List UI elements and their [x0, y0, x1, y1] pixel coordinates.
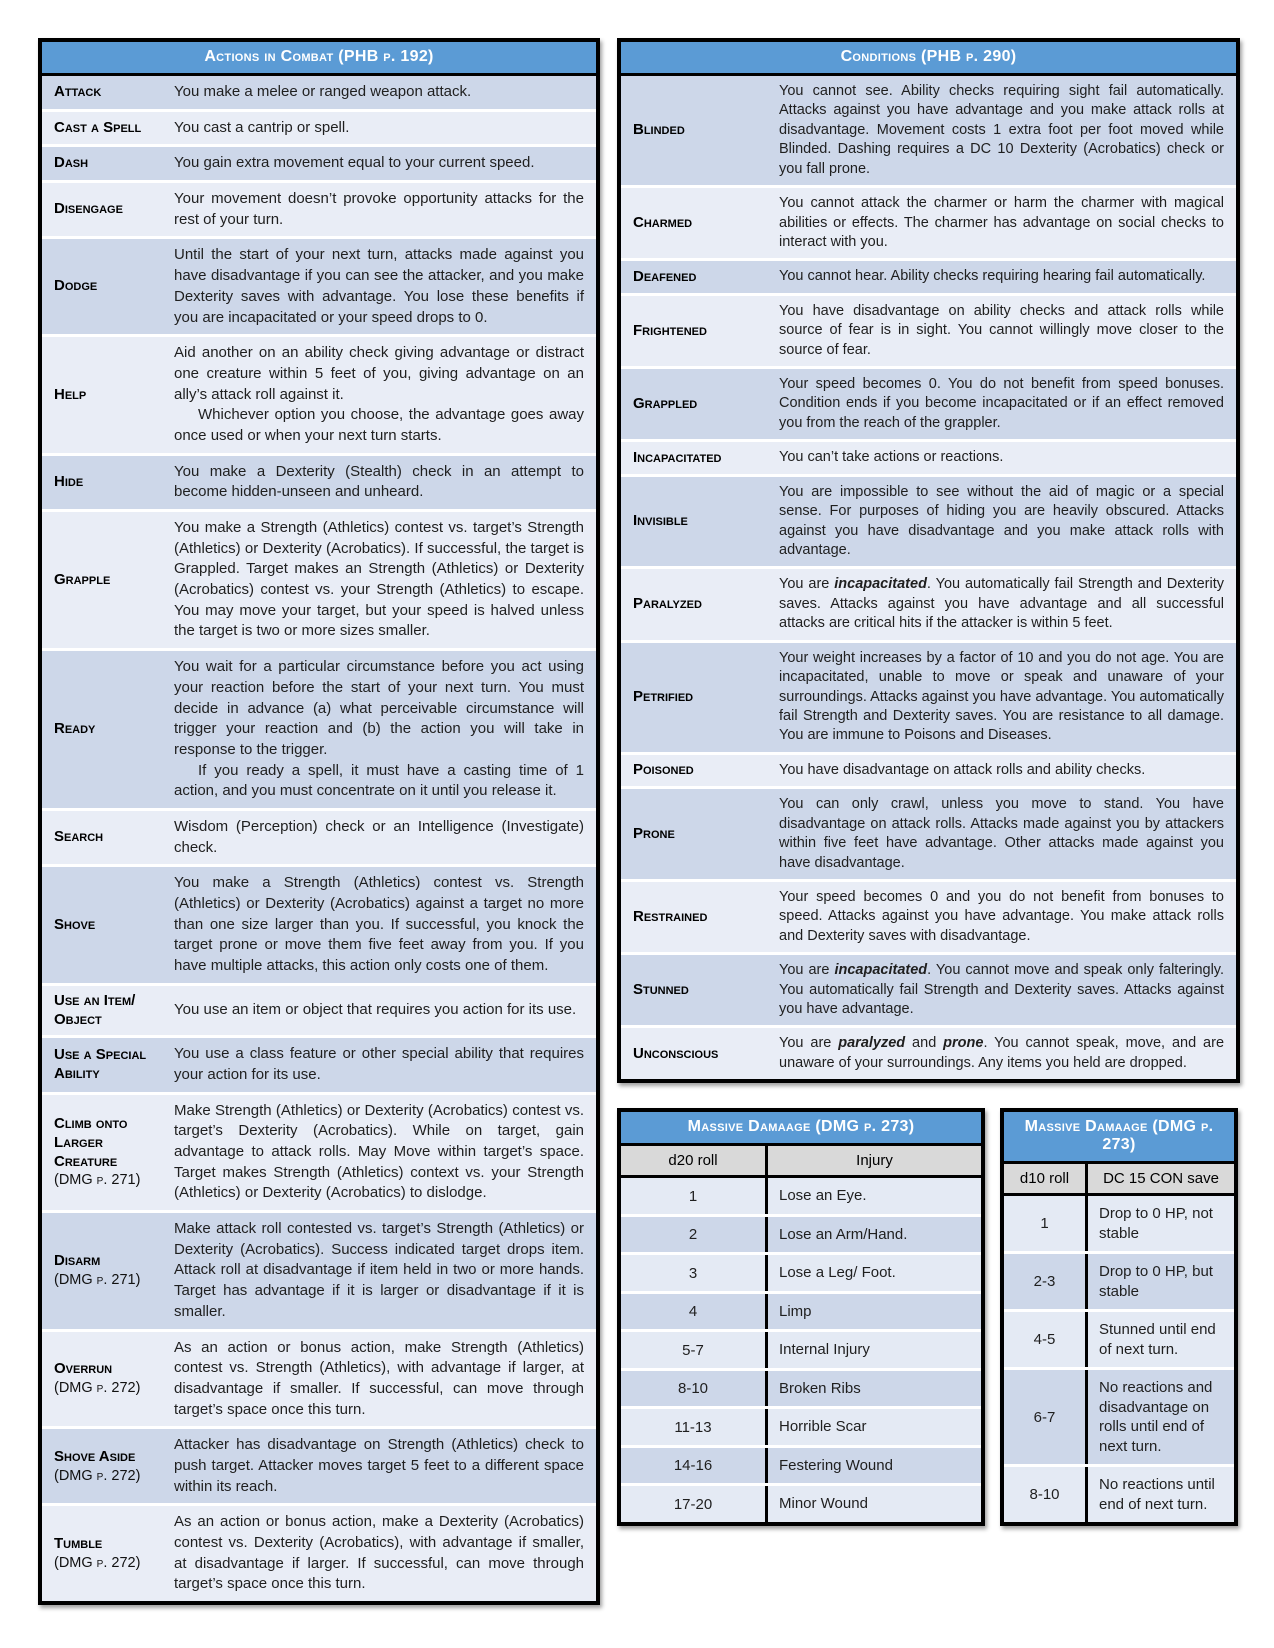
table-row: [42, 236, 596, 334]
row-label: [621, 882, 773, 952]
row-label: [621, 1028, 773, 1079]
result-cell: Drop to 0 HP, but stable: [1099, 1263, 1213, 1300]
row-description: You use an item or object that requires you action for its use.: [174, 1001, 577, 1019]
row-label: [42, 456, 168, 509]
row-label-text: Shove: [54, 915, 96, 933]
row-description: Your speed becomes 0 and you do not benefit from bonuses to speed. Attacks against you have advantage. You make attack rolls and Dexterity saves with disadvantage.: [779, 888, 1224, 944]
row-label: [621, 569, 773, 639]
row-label: [42, 811, 168, 864]
roll-cell: 4-5: [1004, 1312, 1088, 1367]
table-row: [621, 293, 1236, 366]
massive-damage-d10-body: [1004, 1196, 1234, 1522]
row-description: You cannot see. Ability checks requiring sight fail automatically. Attacks against you have advantage and you make attack rolls at disadvantage. Movement costs 1 extra foot per foot moved while Blinded. Dashing requires a DC 10 Dexterity (Acrobatics) check or you fall prone.: [779, 83, 1224, 177]
row-label: [621, 955, 773, 1025]
roll-cell: 5-7: [621, 1332, 768, 1368]
roll-cell: 1: [621, 1178, 768, 1214]
table-row: [621, 185, 1236, 258]
row-description: As an action or bonus action, make Strength (Athletics) contest vs. Strength (Athletics), with advantage if larger, at disadvantage if smaller. If successful, can move through target’s space once this turn.: [174, 1338, 584, 1418]
table-row: [42, 1092, 596, 1210]
row-label-text: Blinded: [633, 121, 685, 139]
row-label-source: (DMG p. 272): [54, 1380, 141, 1397]
row-description: Until the start of your next turn, attacks made against you have disadvantage if you can see the attacker, and you make Dexterity saves with advantage. You lose these benefits if you are incapacitated or your speed drops to 0.: [174, 246, 584, 326]
table-row: [1004, 1309, 1234, 1367]
roll-cell: 2: [621, 1217, 768, 1253]
table-row: [621, 1483, 981, 1522]
roll-cell: 4: [621, 1294, 768, 1330]
row-description: You are incapacitated. You automatically fail Strength and Dexterity saves. Attacks against you have advantage and all successful attacks are critical hits if the attacker is within 5 feet.: [779, 576, 1224, 632]
table-row: [42, 109, 596, 145]
table-row: [621, 1291, 981, 1330]
row-label: [621, 442, 773, 473]
row-description: You use a class feature or other special ability that requires your action for its use.: [174, 1045, 584, 1083]
row-label: [42, 183, 168, 236]
row-label: [42, 512, 168, 648]
row-label-text: Poisoned: [633, 761, 694, 779]
result-cell: Minor Wound: [779, 1495, 868, 1513]
row-label-text: Shove Aside: [54, 1447, 136, 1465]
table-row: [621, 1329, 981, 1368]
column-header-row: [621, 1146, 981, 1178]
row-label: [621, 477, 773, 567]
massive-damage-d10-title: Massive Damaage (DMG p. 273): [1004, 1112, 1234, 1164]
row-label-text: Hide: [54, 472, 84, 490]
table-row: [621, 258, 1236, 292]
row-label: [621, 369, 773, 439]
row-description: Aid another on an ability check giving advantage or distract one creature within 5 feet of you, giving advantage on an ally’s attack roll against it. Whichever option you choose, the advantage goes away once used or when your next turn starts.: [174, 344, 584, 444]
table-row: [621, 76, 1236, 185]
row-label-text: Prone: [633, 824, 675, 842]
table-row: [621, 566, 1236, 639]
row-description: You make a Strength (Athletics) contest vs. target’s Strength (Athletics) or Dexterity (Acrobatics). If successful, the target is Grappled. Target makes an Strength (Athletics) or Dexterity (Acrobatics) contest vs. your Strength (Athletics) to escape. You may move your target, but your speed is halved unless the target is two or more sizes smaller.: [174, 519, 584, 640]
result-cell: Horrible Scar: [779, 1418, 867, 1436]
table-row: [621, 1178, 981, 1214]
table-row: [42, 864, 596, 982]
table-row: [42, 1210, 596, 1328]
table-row: [1004, 1196, 1234, 1251]
row-label: [42, 337, 168, 452]
row-description: Your speed becomes 0. You do not benefit from speed bonuses. Condition ends if you become incapacitated or if an effect removed you from the reach of the grappler.: [779, 376, 1224, 431]
row-description: You can’t take actions or reactions.: [779, 449, 1004, 466]
result-cell: No reactions until end of next turn.: [1099, 1476, 1215, 1513]
column-header-d10-roll: d10 roll: [1004, 1164, 1088, 1193]
conditions-table-body: [621, 76, 1236, 1079]
row-label-text: Cast a Spell: [54, 118, 142, 136]
column-header-d20-roll: d20 roll: [621, 1146, 768, 1175]
actions-table-title: Actions in Combat (PHB p. 192): [42, 42, 596, 76]
row-label-text: Stunned: [633, 980, 689, 998]
row-label-text: Petrified: [633, 687, 694, 705]
row-description: You have disadvantage on attack rolls and ability checks.: [779, 761, 1146, 778]
row-label: [621, 76, 773, 185]
table-row: [621, 366, 1236, 439]
row-label: [621, 755, 773, 786]
row-label: [42, 1429, 168, 1503]
table-row: [621, 640, 1236, 752]
table-row: [621, 1214, 981, 1253]
row-label-text: Use an Item/ Object: [54, 991, 136, 1028]
row-label-text: Grapple: [54, 570, 111, 588]
roll-cell: 1: [1004, 1196, 1088, 1251]
row-label-text: Restrained: [633, 907, 708, 925]
row-label: [621, 296, 773, 366]
roll-cell: 11-13: [621, 1409, 768, 1445]
row-description: You make a melee or ranged weapon attack.: [174, 83, 472, 100]
row-description: Attacker has disadvantage on Strength (Athletics) check to push target. Attacker moves target 5 feet to a different space within its reach.: [174, 1436, 584, 1495]
row-label: [42, 112, 168, 145]
result-cell: Lose a Leg/ Foot.: [779, 1264, 896, 1282]
row-label: [42, 867, 168, 982]
table-row: [42, 1426, 596, 1503]
row-label-text: Tumble: [54, 1535, 103, 1553]
table-row: [621, 752, 1236, 786]
row-label-text: Overrun: [54, 1360, 113, 1378]
table-row: [42, 509, 596, 648]
row-description: Your weight increases by a factor of 10 and you do not age. You are incapacitated, unable to move or speak and unaware of your surroundings. Attacks against you have advantage. You automatically fail Strength and Dexterity saves. You are resistance to all damage. You are immune to Poisons and Diseases.: [779, 649, 1224, 744]
roll-cell: 3: [621, 1255, 768, 1291]
roll-cell: 17-20: [621, 1486, 768, 1522]
row-description: You make a Strength (Athletics) contest vs. Strength (Athletics) or Dexterity (Acrobatics) against a target no more than one size larger than you. If successful, you knock the target prone or move them five feet away from you. If you have multiple attacks, this action only costs one of them.: [174, 874, 584, 975]
table-row: [1004, 1464, 1234, 1522]
row-description: Make Strength (Athletics) or Dexterity (Acrobatics) contest vs. target’s Dexterity (Acrobatics). While on target, gain advantage to attack rolls. May Move within target’s space. Target makes Strength (Athletics) context vs. your Strength (Athletics) or Dexterity (Acrobatics) to dislodge.: [174, 1101, 584, 1202]
row-description: You can only crawl, unless you move to stand. You have disadvantage on attack rolls. Attacks made against you by attackers within five feet have advantage. Other attacks made against you have disadvantage.: [779, 796, 1224, 871]
table-row: [42, 453, 596, 509]
table-row: [621, 439, 1236, 473]
massive-damage-d20-body: [621, 1178, 981, 1522]
right-column: [617, 38, 1240, 1526]
conditions-table-title: Conditions (PHB p. 290): [621, 42, 1236, 76]
table-row: [42, 983, 596, 1036]
row-label-text: Disengage: [54, 200, 123, 218]
row-label-source: (DMG p. 271): [54, 1272, 141, 1289]
table-row: [42, 180, 596, 236]
row-description: You are incapacitated. You cannot move and speak only falteringly. You automatically fail Strength and Dexterity saves. Attacks against you have advantage.: [779, 962, 1224, 1018]
table-row: [621, 1025, 1236, 1079]
row-label-source: (DMG p. 272): [54, 1467, 141, 1484]
row-label: [621, 261, 773, 292]
row-label-text: Search: [54, 828, 104, 846]
row-label: [42, 1506, 168, 1601]
row-label-text: Attack: [54, 82, 102, 100]
row-label: [42, 1213, 168, 1328]
row-description: Your movement doesn’t provoke opportunity attacks for the rest of your turn.: [174, 190, 584, 228]
row-description: As an action or bonus action, make a Dexterity (Acrobatics) contest vs. Dexterity (Acrobatics), with advantage if smaller, at disadvantage if larger. If successful, can move through target’s space once this turn.: [174, 1513, 584, 1593]
table-row: [42, 1329, 596, 1427]
result-cell: No reactions and disadvantage on rolls until end of next turn.: [1099, 1379, 1213, 1455]
row-label: [42, 1038, 168, 1091]
row-description: You make a Dexterity (Stealth) check in an attempt to become hidden-unseen and unheard.: [174, 462, 584, 501]
row-label-text: Dash: [54, 154, 89, 172]
table-row: [621, 1252, 981, 1291]
row-description: You cast a cantrip or spell.: [174, 118, 350, 136]
row-label-text: Frightened: [633, 321, 707, 339]
actions-table-body: [42, 76, 596, 1601]
table-row: [621, 952, 1236, 1025]
row-label-text: Charmed: [633, 213, 693, 231]
row-label-source: (DMG p. 271): [54, 1172, 141, 1189]
row-description: You are impossible to see without the aid of magic or a special sense. For purposes of hiding you are heavily obscured. Attacks against you have disadvantage and you make attack rolls with advantage.: [779, 483, 1224, 559]
table-row: [42, 334, 596, 452]
row-label-text: Deafened: [633, 267, 697, 285]
row-label-source: (DMG p. 272): [54, 1555, 141, 1571]
row-description: Wisdom (Perception) check or an Intelligence (Investigate) check.: [174, 817, 584, 856]
row-label-text: Disarm: [54, 1252, 101, 1270]
massive-damage-tables: [617, 1108, 1240, 1526]
result-cell: Festering Wound: [779, 1456, 893, 1474]
row-label-text: Paralyzed: [633, 595, 702, 613]
table-row: [621, 786, 1236, 879]
roll-cell: 6-7: [1004, 1370, 1088, 1464]
table-row: [621, 474, 1236, 567]
table-row: [1004, 1251, 1234, 1309]
result-cell: Limp: [779, 1302, 812, 1320]
row-label: [42, 651, 168, 808]
massive-damage-d20-table: [617, 1108, 985, 1526]
row-label: [621, 789, 773, 879]
result-cell: Broken Ribs: [779, 1379, 861, 1397]
row-label-text: Ready: [54, 720, 96, 738]
table-row: [42, 648, 596, 808]
conditions-table: [617, 38, 1240, 1083]
row-description: You gain extra movement equal to your current speed.: [174, 154, 535, 172]
row-label: [42, 1332, 168, 1427]
column-header-row: [1004, 1164, 1234, 1196]
massive-damage-d20-title: Massive Damaage (DMG p. 273): [621, 1112, 981, 1146]
row-label-text: Incapacitated: [633, 448, 722, 466]
row-description: Make attack roll contested vs. target’s Strength (Athletics) or Dexterity (Acrobatics). Success indicated target drops item. Attack roll at disadvantage if item held in two or more hands. Target has advantage if it is larger or disadvantage if it is smaller.: [174, 1220, 584, 1320]
row-label: [621, 188, 773, 258]
table-row: [42, 808, 596, 864]
table-row: [42, 144, 596, 180]
row-description: You have disadvantage on ability checks and attack rolls while source of fear is in sight. You cannot willingly move closer to the source of fear.: [779, 302, 1224, 358]
column-header-con-save: DC 15 CON save: [1103, 1170, 1219, 1188]
row-label-text: Unconscious: [633, 1044, 719, 1062]
row-label: [42, 147, 168, 180]
row-label-text: Help: [54, 385, 87, 403]
roll-cell: 8-10: [1004, 1467, 1088, 1522]
result-cell: Drop to 0 HP, not stable: [1099, 1205, 1213, 1242]
table-row: [621, 1368, 981, 1407]
row-description: You cannot hear. Ability checks requiring hearing fail automatically.: [779, 268, 1206, 285]
column-header-injury: Injury: [856, 1152, 893, 1170]
result-cell: Lose an Eye.: [779, 1187, 867, 1205]
massive-damage-d10-table: [1000, 1108, 1238, 1526]
table-row: [42, 1035, 596, 1091]
table-row: [42, 1503, 596, 1601]
row-label: [42, 76, 168, 109]
row-label: [42, 1095, 168, 1210]
row-label-text: Use a Special Ability: [54, 1046, 147, 1082]
table-row: [621, 1445, 981, 1484]
table-row: [1004, 1367, 1234, 1464]
row-label-text: Grappled: [633, 394, 698, 412]
roll-cell: 2-3: [1004, 1254, 1088, 1309]
result-cell: Lose an Arm/Hand.: [779, 1225, 908, 1243]
row-label-text: Climb onto Larger Creature: [54, 1115, 128, 1170]
table-row: [621, 1406, 981, 1445]
row-label: [42, 239, 168, 334]
result-cell: Internal Injury: [779, 1341, 870, 1359]
result-cell: Stunned until end of next turn.: [1099, 1321, 1216, 1358]
roll-cell: 14-16: [621, 1448, 768, 1484]
roll-cell: 8-10: [621, 1371, 768, 1407]
actions-in-combat-table: [38, 38, 600, 1605]
table-row: [42, 76, 596, 109]
row-description: You wait for a particular circumstance before you act using your reaction before the start of your next turn. You must decide in advance (a) what perceivable circumstance will trigger your reaction and (b) the action you will take in response to the trigger. If you ready a spell, it must have a casting time of 1 action, and you must concentrate on it until you release it.: [174, 658, 584, 800]
row-description: You cannot attack the charmer or harm the charmer with magical abilities or effects. The charmer has advantage on social checks to interact with you.: [779, 195, 1224, 250]
row-label: [42, 986, 168, 1036]
row-label: [621, 643, 773, 752]
row-label-text: Dodge: [54, 277, 98, 295]
row-label-text: Invisible: [633, 512, 688, 530]
table-row: [621, 879, 1236, 952]
row-description: You are paralyzed and prone. You cannot speak, move, and are unaware of your surroundings. Any items you held are dropped.: [779, 1035, 1225, 1071]
